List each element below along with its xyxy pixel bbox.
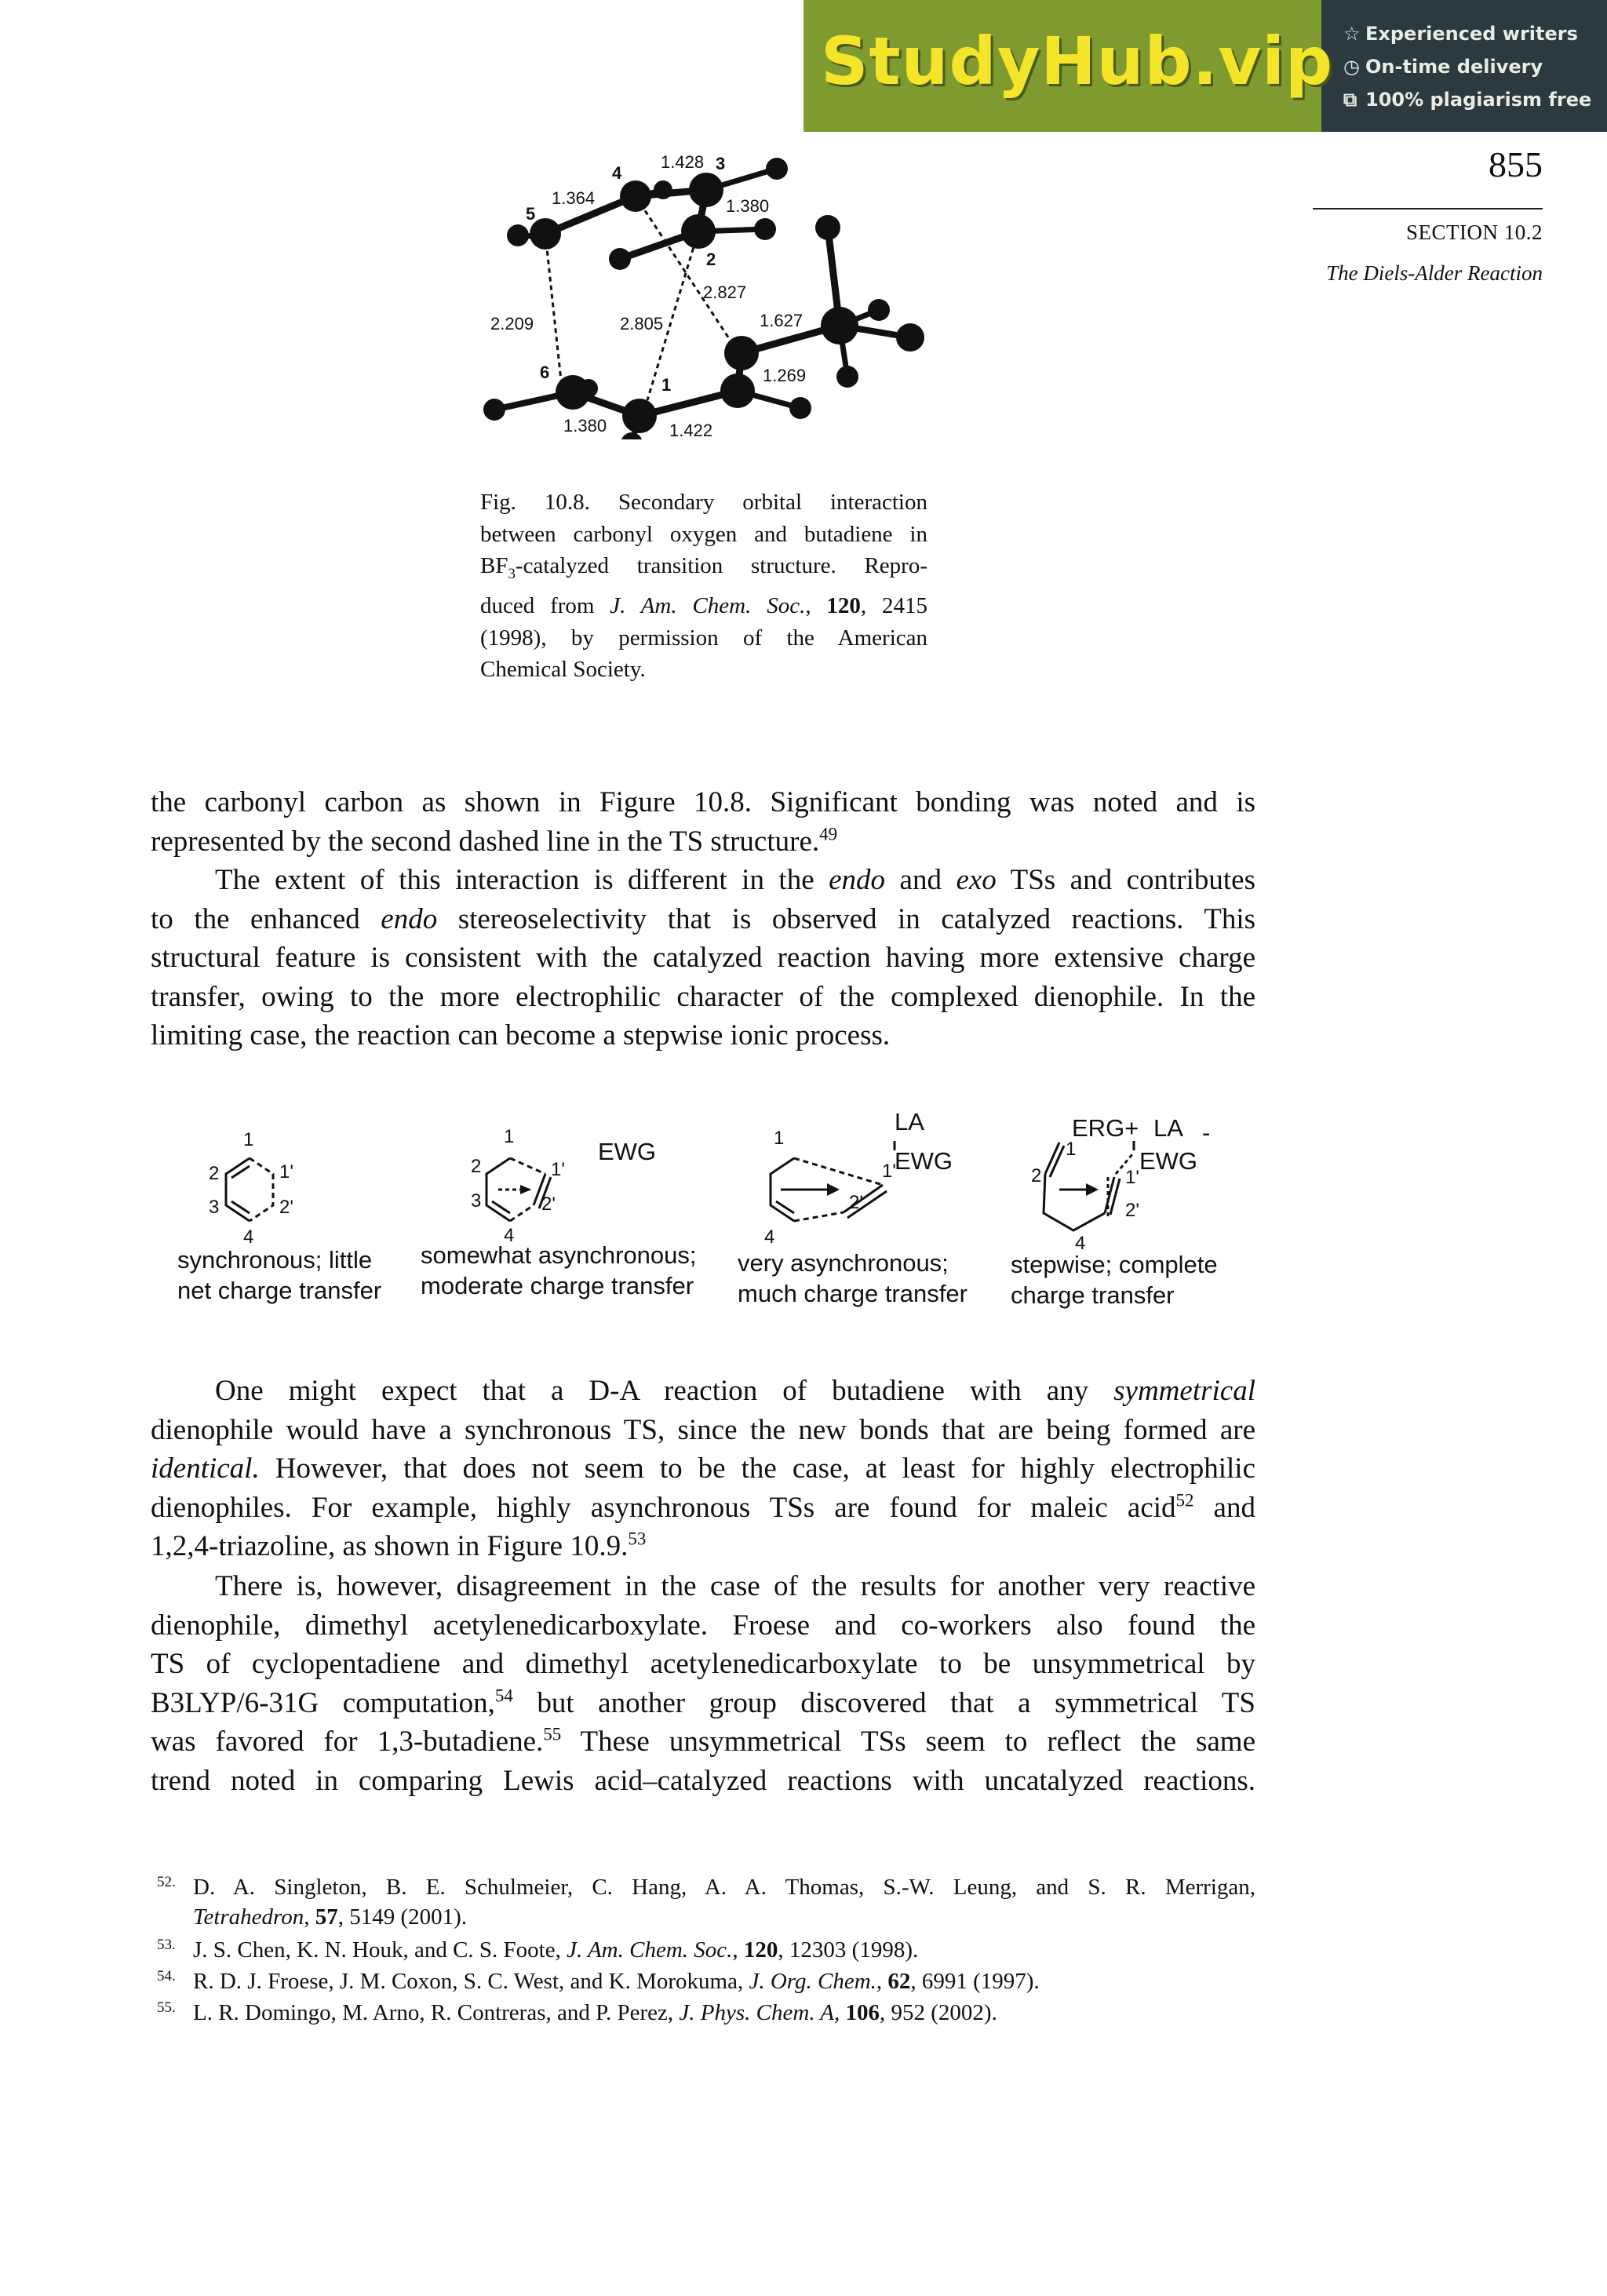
footnote-ref[interactable]: 52 (1175, 1490, 1194, 1511)
caption-line: (1998), by permission of the American (480, 625, 927, 651)
ewg-label: EWG (895, 1147, 953, 1175)
text-line: was favored for 1,3-butadiene.$^{55}$ These unsymmetrical TSs seem to reflect the same (151, 1725, 1255, 1758)
distance-label: 1.422 (669, 421, 713, 439)
la-label: LA (895, 1108, 924, 1135)
text-line: dienophiles. For example, highly asynchronous TSs are found for maleic acid$^{52}$ and (151, 1490, 1255, 1524)
paragraph-3 (151, 1372, 1255, 1566)
footnote-ref[interactable]: 55 (543, 1725, 562, 1745)
footnote-line: J. S. Chen, K. N. Houk, and C. S. Foote, J. Am. Chem. Soc., 120, 12303 (1998). (193, 1937, 919, 1963)
distance-label: 1.380 (726, 196, 770, 216)
footnote-ref[interactable]: 53 (628, 1529, 647, 1550)
atom-number: 3 (471, 1190, 482, 1212)
text-line: to the enhanced endo stereoselectivity that is observed in catalyzed reactions. This (151, 902, 1255, 935)
text-line: trend noted in comparing Lewis acid–catalyzed reactions with uncatalyzed reactions. (151, 1764, 1255, 1797)
text-line: One might expect that a D-A reaction of butadiene with any symmetrical (215, 1375, 1255, 1407)
caption-line: $BF_3$-catalyzed transition structure. Repro- (480, 553, 927, 582)
text-line: structural feature is consistent with the catalyzed reaction having more extensive charge (151, 942, 1255, 975)
paragraph-1 (151, 783, 1255, 861)
atom-number: 1 (774, 1128, 785, 1149)
caption-line: Fig. 10.8. Secondary orbital interaction (480, 490, 927, 515)
scheme-caption-synchronous: synchronous; little net charge transfer (177, 1246, 382, 1304)
footnote-line: L. R. Domingo, M. Arno, R. Contreras, and P. Perez, J. Phys. Chem. A, 106, 952 (2002). (193, 2000, 997, 2025)
atom-number: 1' (1125, 1167, 1139, 1188)
footnote-55 (151, 1998, 1255, 2028)
footnote-number: 54. (157, 1968, 176, 1984)
copy-icon: ⧉ (1343, 89, 1357, 111)
text-line: B3LYP/6-31G computation,$^{54}$ but another group discovered that a symmetrical TS (151, 1686, 1255, 1719)
footnote-line: R. D. J. Froese, J. M. Coxon, S. C. West, and K. Morokuma, J. Org. Chem., 62, 6991 (1997). (193, 1969, 1040, 1994)
la-label: LA (1153, 1114, 1183, 1142)
erg-plus-label: ERG+ (1072, 1114, 1139, 1142)
footnote-53 (151, 1935, 1255, 1965)
scheme-caption-stepwise: stepwise; complete charge transfer (1011, 1251, 1218, 1309)
text-line: transfer, owing to the more electrophilic character of the complexed dienophile. In the (151, 980, 1255, 1013)
transition-structure-figure (471, 141, 942, 439)
feature-experienced-writers: ☆ Experienced writers (1343, 23, 1578, 45)
atom-number: 4 (504, 1225, 515, 1246)
footnote-ref[interactable]: 49 (819, 824, 838, 844)
feature-on-time-delivery: ◷ On-time delivery (1343, 56, 1543, 78)
text-line: dienophile would have a synchronous TS, since the new bonds that are being formed are (151, 1413, 1255, 1446)
footnote-54 (151, 1966, 1255, 1996)
atom-number: 2 (471, 1156, 482, 1177)
atom-number: 4 (243, 1226, 254, 1248)
paragraph-4 (151, 1567, 1255, 1801)
scheme-caption-somewhat-asynchronous: somewhat asynchronous; moderate charge transfer (421, 1241, 697, 1299)
distance-label: 1.364 (552, 188, 596, 208)
text-line: There is, however, disagreement in the case of the results for another very reactive (215, 1570, 1255, 1602)
minus-sign: - (1202, 1119, 1211, 1146)
text-line: dienophile, dimethyl acetylenedicarboxylate. Froese and co-workers also found the (151, 1609, 1255, 1642)
distance-label: 2.805 (620, 314, 664, 333)
atom-number: 2' (849, 1192, 863, 1213)
atom-number: 1 (1066, 1139, 1077, 1160)
text-line: the carbonyl carbon as shown in Figure 10.8. Significant bonding was noted and is (151, 786, 1255, 818)
distance-label: 1.627 (760, 311, 804, 330)
promo-banner[interactable] (804, 0, 1607, 132)
studyhub-logo[interactable]: StudyHub.vip (821, 23, 1334, 100)
page-number: 855 (1489, 144, 1543, 184)
atom-number: 1' (551, 1159, 565, 1180)
footnote-number: 52. (157, 1874, 176, 1890)
section-label: SECTION 10.2 (1406, 220, 1543, 244)
distance-label: 1.380 (563, 416, 607, 436)
scheme-caption-very-asynchronous: very asynchronous; much charge transfer (738, 1249, 967, 1307)
ewg-label: EWG (1139, 1147, 1198, 1175)
feature-plagiarism-free: ⧉ 100% plagiarism free (1343, 89, 1592, 111)
footnote-number: 55. (157, 1999, 176, 2016)
text-line: TS of cyclopentadiene and dimethyl acetylenedicarboxylate to be unsymmetrical by (151, 1648, 1255, 1681)
atom-label-6: 6 (540, 363, 550, 382)
distance-label: 1.269 (763, 366, 807, 385)
atom-number: 1' (279, 1161, 293, 1183)
section-title: The Diels-Alder Reaction (1326, 261, 1543, 285)
text-line: represented by the second dashed line in the TS structure.$^{49}$ (151, 824, 838, 858)
figure-caption (480, 487, 927, 686)
text-line: identical. However, that does not seem to be the case, at least for highly electrophilic (151, 1452, 1255, 1485)
footnote-number: 53. (157, 1937, 176, 1953)
footnote-line: D. A. Singleton, B. E. Schulmeier, C. Hang, A. A. Thomas, S.-W. Leung, and S. R. Merrigan, (193, 1875, 1255, 1900)
star-icon: ☆ (1343, 23, 1361, 45)
paragraph-2 (151, 861, 1255, 1055)
distance-label: 2.827 (703, 282, 747, 302)
atom-number: 2' (541, 1194, 556, 1215)
caption-line: Chemical Society. (480, 657, 646, 683)
atom-number: 3 (209, 1197, 220, 1218)
distance-label: 2.209 (490, 314, 534, 333)
atom-label-3: 3 (716, 154, 726, 173)
atom-label-2: 2 (706, 250, 716, 269)
text-line: 1,2,4-triazoline, as shown in Figure 10.9.53 (151, 1529, 647, 1563)
text-line: limiting case, the reaction can become a stepwise ionic process. (151, 1019, 891, 1052)
text-line: The extent of this interaction is different in the endo and exo TSs and contributes (215, 864, 1255, 896)
atom-number: 2' (279, 1197, 293, 1218)
atom-number: 2 (209, 1163, 220, 1184)
caption-line: duced from J. Am. Chem. Soc., 120, 2415 (480, 593, 928, 619)
footnote-52 (151, 1872, 1255, 1932)
caption-line: between carbonyl oxygen and butadiene in (480, 521, 927, 547)
atom-number: 2' (1125, 1200, 1139, 1221)
atom-label-5: 5 (526, 204, 536, 224)
header-rule (1313, 208, 1543, 210)
footnote-ref[interactable]: 54 (494, 1686, 513, 1706)
ewg-label: EWG (598, 1138, 657, 1165)
atom-number: 1 (243, 1129, 254, 1150)
atom-number: 4 (764, 1226, 775, 1248)
footnote-line: Tetrahedron, 57, 5149 (2001). (193, 1904, 468, 1930)
atom-number: 1 (504, 1126, 515, 1147)
clock-icon: ◷ (1343, 56, 1360, 78)
atom-label-1: 1 (661, 375, 672, 395)
atom-number: 2 (1031, 1165, 1042, 1186)
atom-number: 4 (1075, 1233, 1086, 1254)
atom-number: 1' (882, 1161, 896, 1182)
atom-label-4: 4 (612, 163, 622, 183)
distance-label: 1.428 (661, 152, 705, 172)
